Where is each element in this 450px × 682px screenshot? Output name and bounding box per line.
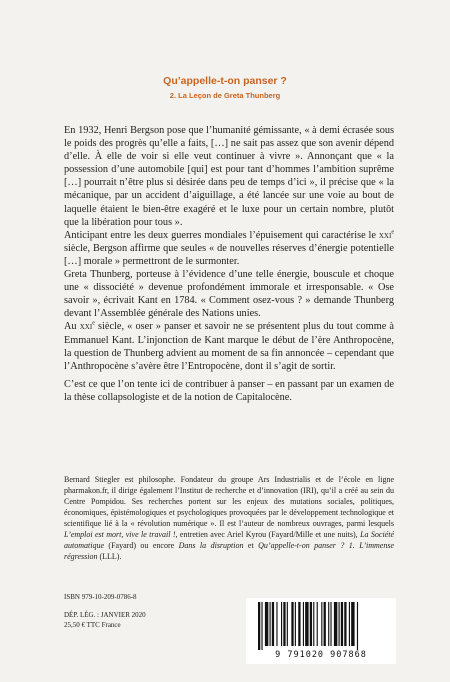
- blurb-paragraph-5: C’est ce que l’on tente ici de contribuer à panser – en passant par un examen de la thèse collapsologiste et de la notion de Capitalocène.: [64, 378, 394, 403]
- legal-info: [64, 610, 146, 630]
- isbn: ISBN 979-10-209-0786-8: [64, 593, 137, 601]
- book-reference: La Société automatique: [64, 530, 395, 550]
- century-numeral: xxi: [79, 321, 93, 333]
- book-subtitle: 2. La Leçon de Greta Thunberg: [169, 91, 281, 100]
- bio-text: Bernard Stiegler est philosophe. Fondateur du groupe Ars Industrialis et de l’école en ligne pharmakon.fr, il dirige également l’Institut de recherche et d’innovation (IRI), qu’il a créé au sein du Centre Pompidou. Ses recherches portent sur les enjeux des mutations sociales, politiques, économiques, épistémologiques et psychologiques provoquées par le développement technologique et scientifique lié à la « révolution numérique ». Il est l’auteur de nombreux ouvrages, parmi lesquels: [64, 475, 394, 528]
- blurb-p2-start: Anticipant entre les deux guerres mondiales l’épuisement qui caractérise le: [64, 229, 379, 241]
- blurb-paragraph-4: [64, 320, 394, 372]
- barcode-bars-icon: [256, 602, 386, 650]
- blurb-paragraph-2: [64, 229, 394, 268]
- blurb: [64, 124, 394, 404]
- blurb-p4-start: Au: [64, 321, 80, 333]
- bio-text: et: [243, 541, 259, 550]
- book-reference: Qu’appelle-t-on panser ? 1. L’immense régression: [64, 541, 395, 561]
- bio-text: (LLL).: [97, 552, 122, 561]
- century-suffix: e: [391, 229, 394, 236]
- century-suffix: e: [92, 320, 95, 327]
- barcode-number: 9 791020 907868: [275, 650, 367, 660]
- century-numeral: xxi: [378, 229, 392, 241]
- bio-text: , entretien avec Ariel Kyrou (Fayard/Mille et une nuits),: [175, 530, 361, 539]
- price: 25,50 € TTC France: [64, 621, 121, 629]
- blurb-paragraph-3: Greta Thunberg, porteuse à l’évidence d’une telle énergie, bouscule et choque une « dissociété » devenue profondément immorale et irresponsable. « Ose savoir », écrivait Kant en 1784. « Comment osez-vous ? » demande Thunberg devant l’Assemblée générale des Nations unies.: [64, 269, 394, 320]
- book-reference: Dans la disruption: [178, 541, 244, 550]
- book-reference: L’emploi est mort, vive le travail !: [64, 530, 176, 539]
- blurb-p4-end: siècle, « oser » panser et savoir ne se présentent plus du tout comme à Emmanuel Kant. L’injonction de Kant marque le début de l’ère Anthropocène, la question de Thunberg advient au moment de sa fin annoncée – cependant que l’Anthropocène s’avère être l’Entropocène, dont il s’agit de sortir.: [64, 321, 394, 372]
- book-title: Qu’appelle-t-on panser ?: [163, 75, 287, 87]
- author-bio: [64, 474, 394, 562]
- blurb-paragraph-1: En 1932, Henri Bergson pose que l’humanité gémissante, « à demi écrasée sous le poids des progrès qu’elle a faits, […] ne sait pas assez que son avenir dépend d’elle. À elle de voir si elle veut continuer à vivre ». Annonçant que « la possession d’une automobile [qui] est pour tant d’hommes l’ambition suprême […] pourrait n’être plus si désirée dans peu de temps d’ici », il précise que « la mécanique, par un accident d’aiguillage, a été lancée sur une voie au bout de laquelle étaient le bien-être exagéré et le luxe pour un certain nombre, plutôt que la libération pour tous ».: [64, 125, 394, 228]
- blurb-p2-end: siècle, Bergson affirme que seules « de nouvelles réserves d’énergie potentielle […] morale » permettront de le surmonter.: [64, 242, 394, 267]
- depot-legal: DÉP. LÉG. : JANVIER 2020: [64, 611, 146, 619]
- barcode: [246, 598, 396, 664]
- bio-text: (Fayard) ou encore: [104, 541, 179, 550]
